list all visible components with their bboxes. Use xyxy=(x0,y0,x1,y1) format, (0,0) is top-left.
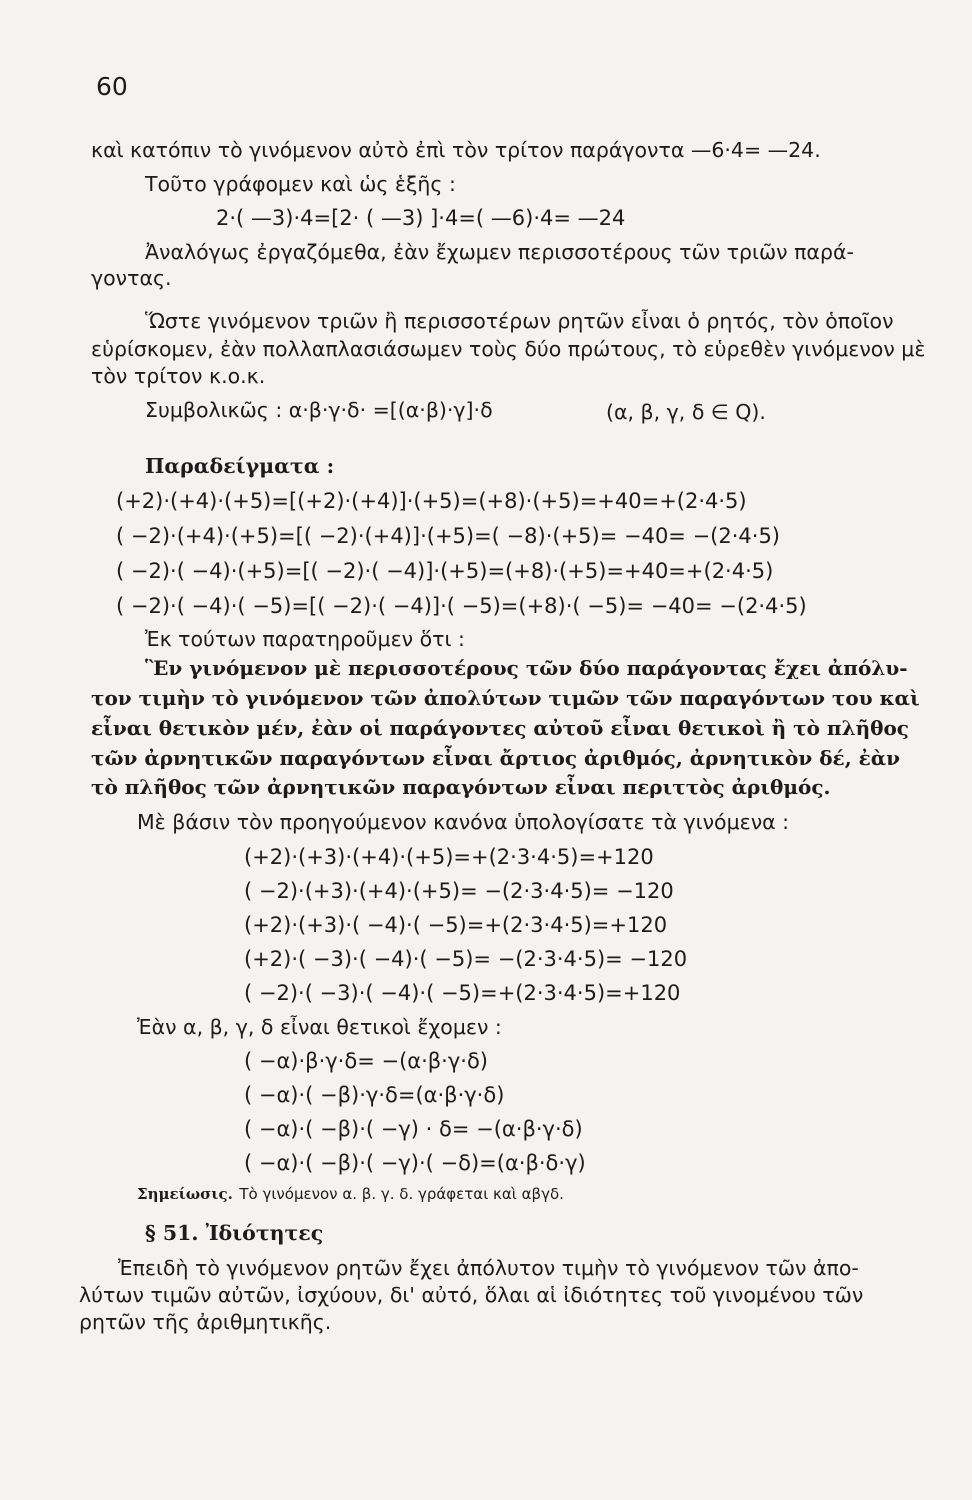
computation-5: ( −2)·( −3)·( −4)·( −5)=+(2·3·4·5)=+120 xyxy=(244,981,681,1005)
rule-line-1: Ὥστε γινόμενον τριῶν ἢ περισσοτέρων ρητῶν εἶναι ὁ ρητός, τὸν ὁποῖον xyxy=(145,309,894,333)
examples-heading: Παραδείγματα : xyxy=(145,454,335,478)
intro-equation: 2·( —3)·4=[2· ( —3) ]·4=( —6)·4= —24 xyxy=(216,206,626,230)
bold-rule-line-3: εἶναι θετικὸν μέν, ἐὰν οἱ παράγοντες αὐτοῦ εἶναι θετικοὶ ἢ τὸ πλῆθος xyxy=(91,716,909,740)
bold-rule-line-1: Ἓν γινόμενον μὲ περισσοτέρους τῶν δύο παράγοντας ἔχει ἀπόλυ- xyxy=(145,656,908,680)
section-line-3: ρητῶν τῆς ἀριθμητικῆς. xyxy=(79,1310,332,1334)
positive-intro: Ἐὰν α, β, γ, δ εἶναι θετικοὶ ἔχομεν : xyxy=(137,1015,502,1039)
computation-3: (+2)·(+3)·( −4)·( −5)=+(2·3·4·5)=+120 xyxy=(244,913,668,937)
bold-rule-line-2: τον τιμὴν τὸ γινόμενον τῶν ἀπολύτων τιμῶν τῶν παραγόντων του καὶ xyxy=(91,686,920,710)
section-line-2: λύτων τιμῶν αὐτῶν, ἰσχύουν, δι' αὐτό, ὅλαι αἱ ἰδιότητες τοῦ γινομένου τῶν xyxy=(79,1283,864,1307)
observation: Ἐκ τούτων παρατηροῦμεν ὅτι : xyxy=(145,627,465,651)
computation-4: (+2)·( −3)·( −4)·( −5)= −(2·3·4·5)= −120 xyxy=(244,947,688,971)
identity-1: ( −α)·β·γ·δ= −(α·β·γ·δ) xyxy=(244,1049,489,1073)
computation-1: (+2)·(+3)·(+4)·(+5)=+(2·3·4·5)=+120 xyxy=(244,845,654,869)
example-2: ( −2)·(+4)·(+5)=[( −2)·(+4)]·(+5)=( −8)·(+5)= −40= −(2·4·5) xyxy=(116,524,780,548)
note xyxy=(137,1178,564,1208)
section-line-1: Ἐπειδὴ τὸ γινόμενον ρητῶν ἔχει ἀπόλυτον τιμὴν τὸ γινόμενον τῶν ἀπο- xyxy=(118,1256,859,1280)
rule-line-3: τὸν τρίτον κ.ο.κ. xyxy=(91,364,266,388)
intro-line-1: καὶ κατόπιν τὸ γινόμενον αὐτὸ ἐπὶ τὸν τρίτον παράγοντα —6·4= —24. xyxy=(91,138,821,162)
intro-line-3b: γοντας. xyxy=(91,266,172,290)
note-label: Σημείωσις. xyxy=(137,1185,233,1203)
computation-2: ( −2)·(+3)·(+4)·(+5)= −(2·3·4·5)= −120 xyxy=(244,879,674,903)
symbolic-formula: Συμβολικῶς : α·β·γ·δ· =[(α·β)·γ]·δ xyxy=(145,398,493,422)
identity-2: ( −α)·( −β)·γ·δ=(α·β·γ·δ) xyxy=(244,1083,505,1107)
section-heading: § 51. Ἰδιότητες xyxy=(145,1221,324,1245)
example-3: ( −2)·( −4)·(+5)=[( −2)·( −4)]·(+5)=(+8)·(+5)=+40=+(2·4·5) xyxy=(116,559,774,583)
identity-4: ( −α)·( −β)·( −γ)·( −δ)=(α·β·δ·γ) xyxy=(244,1151,586,1175)
example-4: ( −2)·( −4)·( −5)=[( −2)·( −4)]·( −5)=(+8)·( −5)= −40= −(2·4·5) xyxy=(116,594,807,618)
bold-rule-line-4: τῶν ἀρνητικῶν παραγόντων εἶναι ἄρτιος ἀριθμός, ἀρνητικὸν δέ, ἐὰν xyxy=(91,746,901,770)
example-1: (+2)·(+4)·(+5)=[(+2)·(+4)]·(+5)=(+8)·(+5)=+40=+(2·4·5) xyxy=(116,489,747,513)
symbolic-domain: (α, β, γ, δ ∈ Q). xyxy=(606,400,766,424)
bold-rule-line-5: τὸ πλῆθος τῶν ἀρνητικῶν παραγόντων εἶναι περιττὸς ἀριθμός. xyxy=(91,775,831,799)
note-text: Τὸ γινόμενον α. β. γ. δ. γράφεται καὶ αβγδ. xyxy=(239,1185,564,1203)
compute-intro: Μὲ βάσιν τὸν προηγούμενον κανόνα ὑπολογίσατε τὰ γινόμενα : xyxy=(137,810,790,834)
rule-line-2: εὑρίσκομεν, ἐὰν πολλαπλασιάσωμεν τοὺς δύο πρώτους, τὸ εὑρεθὲν γινόμενον μὲ xyxy=(91,337,926,361)
identity-3: ( −α)·( −β)·( −γ) · δ= −(α·β·γ·δ) xyxy=(244,1117,583,1141)
intro-line-3a: Ἀναλόγως ἐργαζόμεθα, ἐὰν ἔχωμεν περισσοτέρους τῶν τριῶν παρά- xyxy=(145,240,854,264)
page-number: 60 xyxy=(96,72,128,101)
intro-line-2: Τοῦτο γράφομεν καὶ ὡς ἑξῆς : xyxy=(145,172,456,196)
